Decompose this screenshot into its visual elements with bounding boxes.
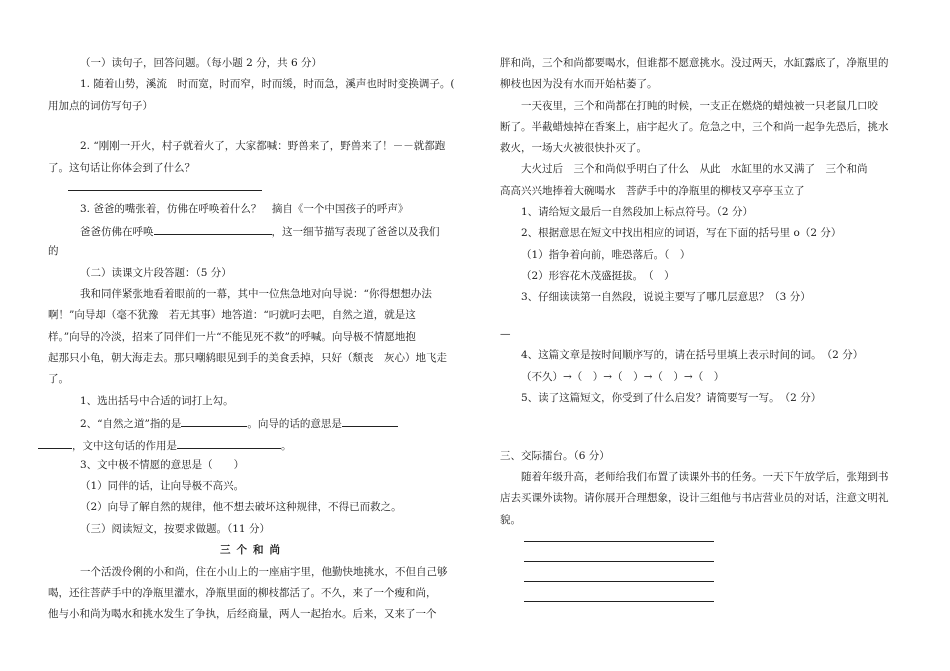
dialogue-answer-line[interactable]	[524, 561, 714, 562]
story-line: 断了。半截蜡烛掉在香案上，庙宇起火了。危急之中，三个和尚一起争先恐后，挑水	[500, 121, 889, 133]
story-question-5: 5、读了这篇短文，你受到了什么启发？请简要写一写。 （2 分）	[521, 392, 822, 404]
passage-line: 我和同伴紧张地看着眼前的一幕，其中一位焦急地对向导说：“你得想想办法	[80, 288, 432, 300]
story-line: 一天夜里，三个和尚都在打盹的时候，一支正在燃烧的蜡烛被一只老鼠几口咬	[521, 100, 878, 112]
section-2-question-2-line-2: ，文中这句话的作用是 。	[38, 437, 292, 453]
passage-line: 样。”向导的冷淡，招来了同伴们一片“不能见死不救”的呼喊。向导极不情愿地抱	[48, 331, 416, 343]
question-1-line-1: 1. 随着山势，溪流 时而宽，时而窄，时而缓，时而急，溪声也时时变换调子。(	[80, 78, 455, 90]
dialogue-answer-line[interactable]	[524, 541, 714, 542]
section-1-heading: （一）读句子，回答问题。（每小题 2 分，共 6 分）	[80, 57, 322, 69]
fill-blank[interactable]	[177, 437, 281, 449]
time-sequence: （不久）→（ ）→（ ）→（ ）→（ ）	[521, 371, 725, 383]
story-title: 三个和尚	[220, 544, 286, 556]
dialogue-answer-line[interactable]	[524, 601, 714, 602]
story-line: 一个活泼伶俐的小和尚，住在小山上的一座庙宇里，他勤快地挑水，不但自己够	[80, 566, 448, 578]
question-2-line-2: 了。这句话让你体会到了什么？	[48, 162, 195, 174]
story-question-2: 2、根据意思在短文中找出相应的词语，写在下面的括号里 o（2 分）	[521, 227, 842, 239]
section-2-question-2-line-1: 2、“自然之道”指的是 。向导的话的意思是	[80, 415, 398, 431]
story-line: 救火，一场大火被很快扑灭了。	[500, 142, 647, 154]
story-question-3: 3、仔细读读第一自然段，说说主要写了哪几层意思？（3 分）	[521, 291, 811, 303]
question-1-line-2: 用加点的词仿写句子）	[48, 100, 153, 112]
story-line-unpunctuated: 高高兴兴地捧着大碗喝水 菩萨手中的净瓶里的柳枝又亭亭玉立了	[500, 185, 805, 197]
answer-dash: —	[500, 328, 511, 340]
section-3-communication-heading: 三、交际擂台。（6 分）	[500, 450, 610, 462]
story-question-1: 1、请给短文最后一自然段加上标点符号。（2 分）	[521, 206, 753, 218]
section-2-question-1: 1、选出括号中合适的词打上勾。	[80, 395, 234, 407]
story-line: 柳枝也因为没有水而开始枯萎了。	[500, 78, 658, 90]
fill-blank[interactable]	[181, 415, 247, 427]
prompt-line: 貌。	[500, 514, 521, 526]
passage-line: 起那只小龟，朝大海走去。那只嘲鸫眼见到手的美食丢掉，只好（颓丧 灰心）地飞走	[48, 352, 447, 364]
section-2-question-3: 3、文中极不情愿的意思是（ ）	[80, 459, 245, 471]
section-3-heading: （三）阅读短文，按要求做题。（11 分）	[80, 523, 270, 535]
option-1: （1）同伴的话，让向导极不高兴。	[80, 480, 245, 492]
prompt-line: 随着年级升高，老师给我们布置了读课外书的任务。一天下午放学后，张翔到书	[521, 471, 889, 483]
passage-line: 啊！”向导却（毫不犹豫 若无其事）地答道：“叼就叼去吧，自然之道，就是这	[48, 309, 416, 321]
fill-blank[interactable]	[342, 415, 398, 427]
dialogue-answer-line[interactable]	[524, 581, 714, 582]
story-line: 喝，还往菩萨手中的净瓶里灌水，净瓶里面的柳枝都活了。不久，来了一个瘦和尚，	[48, 587, 437, 599]
fill-blank[interactable]	[38, 437, 72, 449]
passage-line: 了。	[48, 373, 69, 385]
story-line: 他与小和尚为喝水和挑水发生了争执，后经商量，两人一起抬水。后来，又来了一个	[48, 608, 437, 620]
story-question-2-option-1: （1）指争着向前，唯恐落后。（ ）	[521, 249, 691, 261]
option-2: （2）向导了解自然的规律，他不想去破坏这种规律，不得已而救之。	[80, 501, 402, 513]
story-question-2-option-2: （2）形容花木茂盛挺拔。 （ ）	[521, 270, 675, 282]
story-line: 胖和尚，三个和尚都要喝水，但谁都不愿意挑水。没过两天，水缸露底了，净瓶里的	[500, 57, 889, 69]
section-2-heading: （二）读课文片段答题：（5 分）	[80, 267, 232, 279]
answer-line[interactable]	[68, 190, 262, 191]
question-2-line-1: 2. “刚刚一开火，村子就着火了，大家都喊：野兽来了，野兽来了！－－就都跑	[80, 140, 446, 152]
story-question-4: 4、这篇文章是按时间顺序写的，请在括号里填上表示时间的词。 （2 分）	[521, 349, 864, 361]
prompt-line: 店去买课外读物。请你展开合理想象，设计三组他与书店营业员的对话，注意文明礼	[500, 492, 889, 504]
question-3-line-2: 爸爸仿佛在呼唤 ，这一细节描写表现了爸爸以及我们	[80, 223, 440, 239]
question-3-line-3: 的	[48, 245, 59, 257]
fill-blank[interactable]	[154, 223, 272, 235]
story-line-unpunctuated: 大火过后 三个和尚似乎明白了什么 从此 水缸里的水又满了 三个和尚	[521, 163, 868, 175]
question-3-line-1: 3. 爸爸的嘴张着，仿佛在呼唤着什么？ 摘自《一个中国孩子的呼声》	[80, 203, 409, 215]
